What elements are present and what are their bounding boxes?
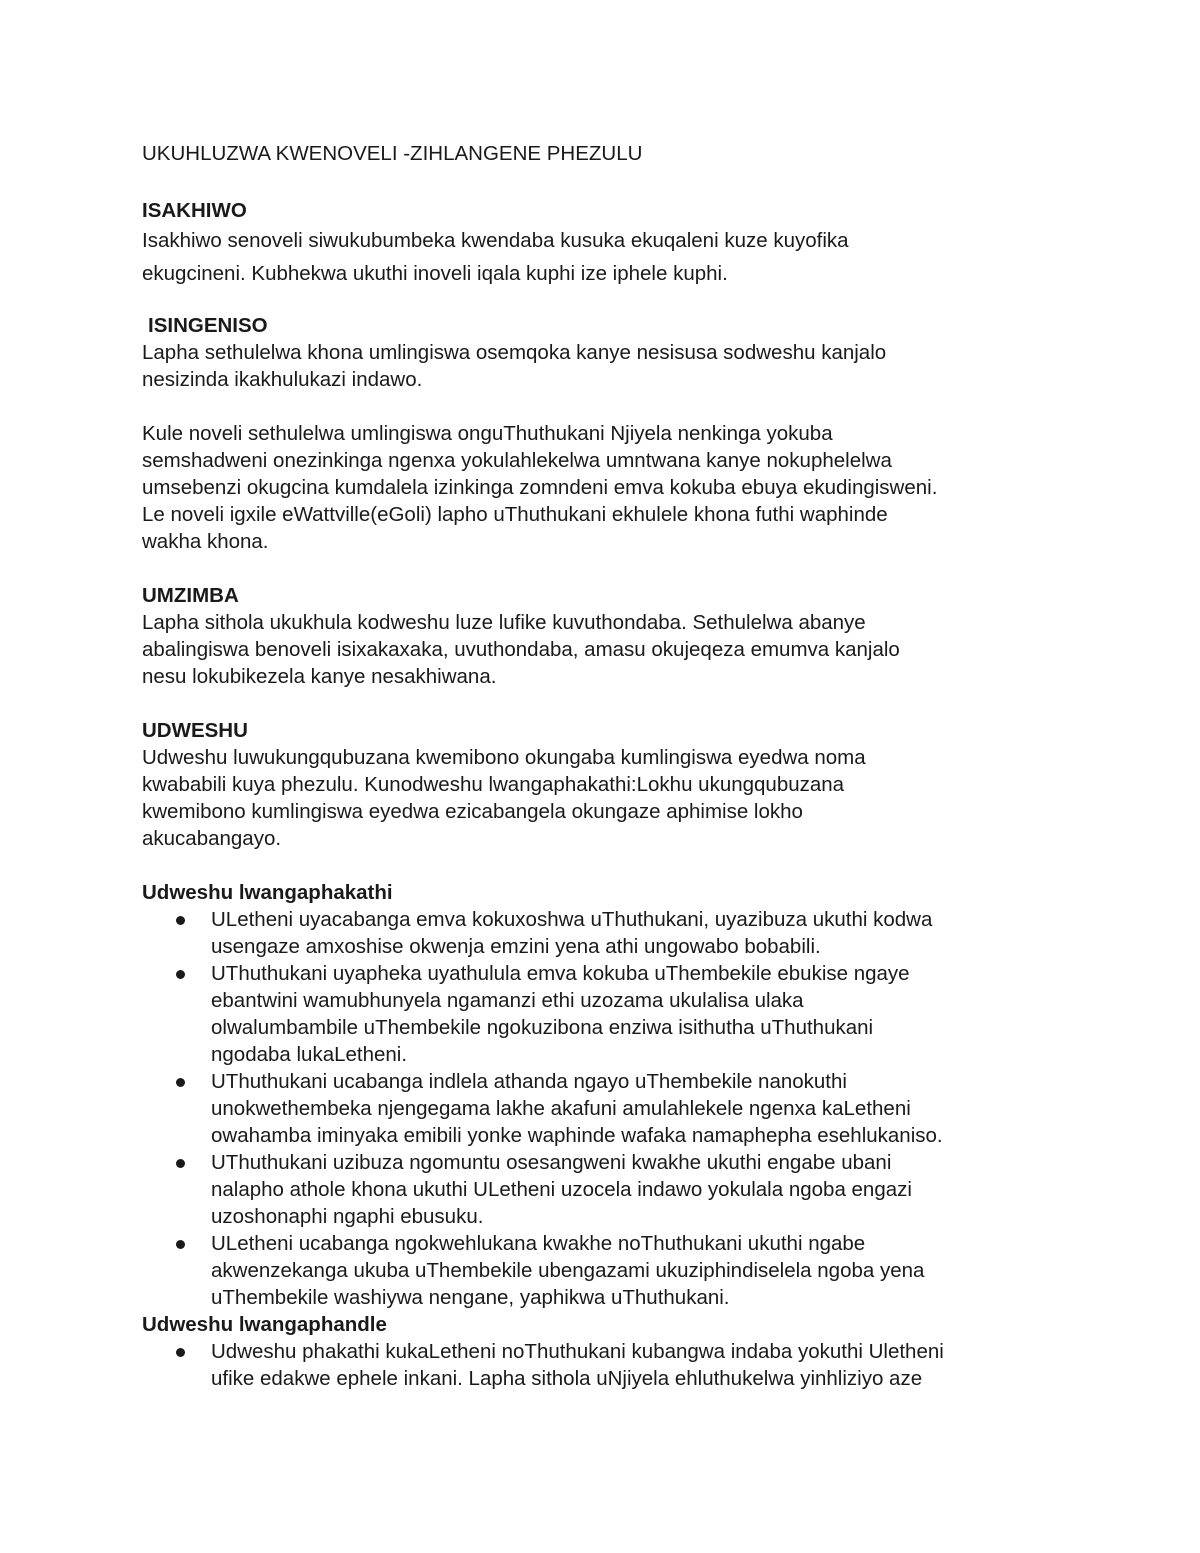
bullet-list-ngaphandle <box>142 1338 1072 1392</box>
text-line: kwemibono kumlingiswa eyedwa ezicabangela okungaze aphimise lokho <box>142 800 803 823</box>
text-line: akucabangayo. <box>142 827 282 850</box>
heading-udweshu-lwangaphakathi: Udweshu lwangaphakathi <box>142 881 393 904</box>
text-line: Udweshu phakathi kukaLetheni noThuthukani kubangwa indaba yokuthi Uletheni <box>211 1340 944 1363</box>
text-line: UThuthukani uyapheka uyathulula emva kokuba uThembekile ebukise ngaye <box>211 962 910 985</box>
list-item <box>211 1068 1072 1149</box>
text-line: olwalumbambile uThembekile ngokuzibona enziwa isithutha uThuthukani <box>211 1016 874 1039</box>
paragraph-udweshu <box>142 744 1072 852</box>
bullet-icon <box>176 1348 185 1357</box>
heading-isakhiwo: ISAKHIWO <box>142 199 247 222</box>
bullet-icon <box>176 1159 185 1168</box>
list-item <box>211 906 1072 960</box>
text-line: akwenzekanga ukuba uThembekile ubengazami ukuziphindiselela ngoba yena <box>211 1259 925 1282</box>
paragraph-isingeniso-2 <box>142 420 1072 555</box>
text-line: nalapho athole khona ukuthi ULetheni uzocela indawo yokulala ngoba engazi <box>211 1178 912 1201</box>
text-line: semshadweni onezinkinga ngenxa yokulahlekelwa umntwana kanye nokuphelelwa <box>142 449 892 472</box>
text-line: abalingiswa benoveli isixakaxaka, uvuthondaba, amasu okujeqeza emumva kanjalo <box>142 638 900 661</box>
text-line: ufike edakwe ephele inkani. Lapha sithola uNjiyela ehluthukelwa yinhliziyo aze <box>211 1367 923 1390</box>
text-line: UThuthukani uzibuza ngomuntu osesangweni kwakhe ukuthi engabe ubani <box>211 1151 892 1174</box>
bullet-list-ngaphakathi <box>142 906 1072 1311</box>
paragraph-isakhiwo <box>142 224 1072 290</box>
text-line: uzoshonaphi ngaphi ebusuku. <box>211 1205 484 1228</box>
text-line: nesizinda ikakhulukazi indawo. <box>142 368 423 391</box>
heading-udweshu: UDWESHU <box>142 719 248 742</box>
text-line: Le noveli igxile eWattville(eGoli) lapho uThuthukani ekhulele khona futhi waphinde <box>142 503 888 526</box>
text-line: Kule noveli sethulelwa umlingiswa onguThuthukani Njiyela nenkinga yokuba <box>142 422 833 445</box>
bullet-icon <box>176 916 185 925</box>
text-line: owahamba iminyaka emibili yonke waphinde wafaka namaphepha esehlukaniso. <box>211 1124 943 1147</box>
list-item <box>211 960 1072 1068</box>
text-line: wakha khona. <box>142 530 269 553</box>
text-line: ngodaba lukaLetheni. <box>211 1043 408 1066</box>
text-line: ekugcineni. Kubhekwa ukuthi inoveli iqala kuphi ize iphele kuphi. <box>142 262 728 285</box>
bullet-icon <box>176 1078 185 1087</box>
text-line: Isakhiwo senoveli siwukubumbeka kwendaba kusuka ekuqaleni kuze kuyofika <box>142 229 849 252</box>
heading-udweshu-lwangaphandle: Udweshu lwangaphandle <box>142 1313 387 1336</box>
document-page <box>142 140 1072 1392</box>
text-line: ebantwini wamubhunyela ngamanzi ethi uzozama ukulalisa ulaka <box>211 989 804 1012</box>
text-line: UThuthukani ucabanga indlela athanda ngayo uThembekile nanokuthi <box>211 1070 847 1093</box>
list-item <box>211 1338 1072 1392</box>
heading-umzimba: UMZIMBA <box>142 584 239 607</box>
paragraph-isingeniso-1 <box>142 339 1072 393</box>
text-line: Lapha sethulelwa khona umlingiswa osemqoka kanye nesisusa sodweshu kanjalo <box>142 341 887 364</box>
bullet-icon <box>176 1240 185 1249</box>
text-line: kwababili kuya phezulu. Kunodweshu lwangaphakathi:Lokhu ukungqubuzana <box>142 773 845 796</box>
document-title: UKUHLUZWA KWENOVELI -ZIHLANGENE PHEZULU <box>142 142 643 165</box>
text-line: nesu lokubikezela kanye nesakhiwana. <box>142 665 497 688</box>
text-line: usengaze amxoshise okwenja emzini yena athi ungowabo bobabili. <box>211 935 821 958</box>
text-line: ULetheni ucabanga ngokwehlukana kwakhe noThuthukani ukuthi ngabe <box>211 1232 866 1255</box>
list-item <box>211 1230 1072 1311</box>
text-line: ULetheni uyacabanga emva kokuxoshwa uThuthukani, uyazibuza ukuthi kodwa <box>211 908 933 931</box>
bullet-icon <box>176 970 185 979</box>
text-line: umsebenzi okugcina kumdalela izinkinga zomndeni emva kokuba ebuya ekudingisweni. <box>142 476 938 499</box>
heading-isingeniso: ISINGENISO <box>148 314 268 337</box>
text-line: unokwethembeka njengegama lakhe akafuni amulahlekele ngenxa kaLetheni <box>211 1097 911 1120</box>
text-line: Udweshu luwukungqubuzana kwemibono okungaba kumlingiswa eyedwa noma <box>142 746 866 769</box>
text-line: Lapha sithola ukukhula kodweshu luze lufike kuvuthondaba. Sethulelwa abanye <box>142 611 866 634</box>
text-line: uThembekile washiywa nengane, yaphikwa uThuthukani. <box>211 1286 730 1309</box>
paragraph-umzimba <box>142 609 1072 690</box>
list-item <box>211 1149 1072 1230</box>
